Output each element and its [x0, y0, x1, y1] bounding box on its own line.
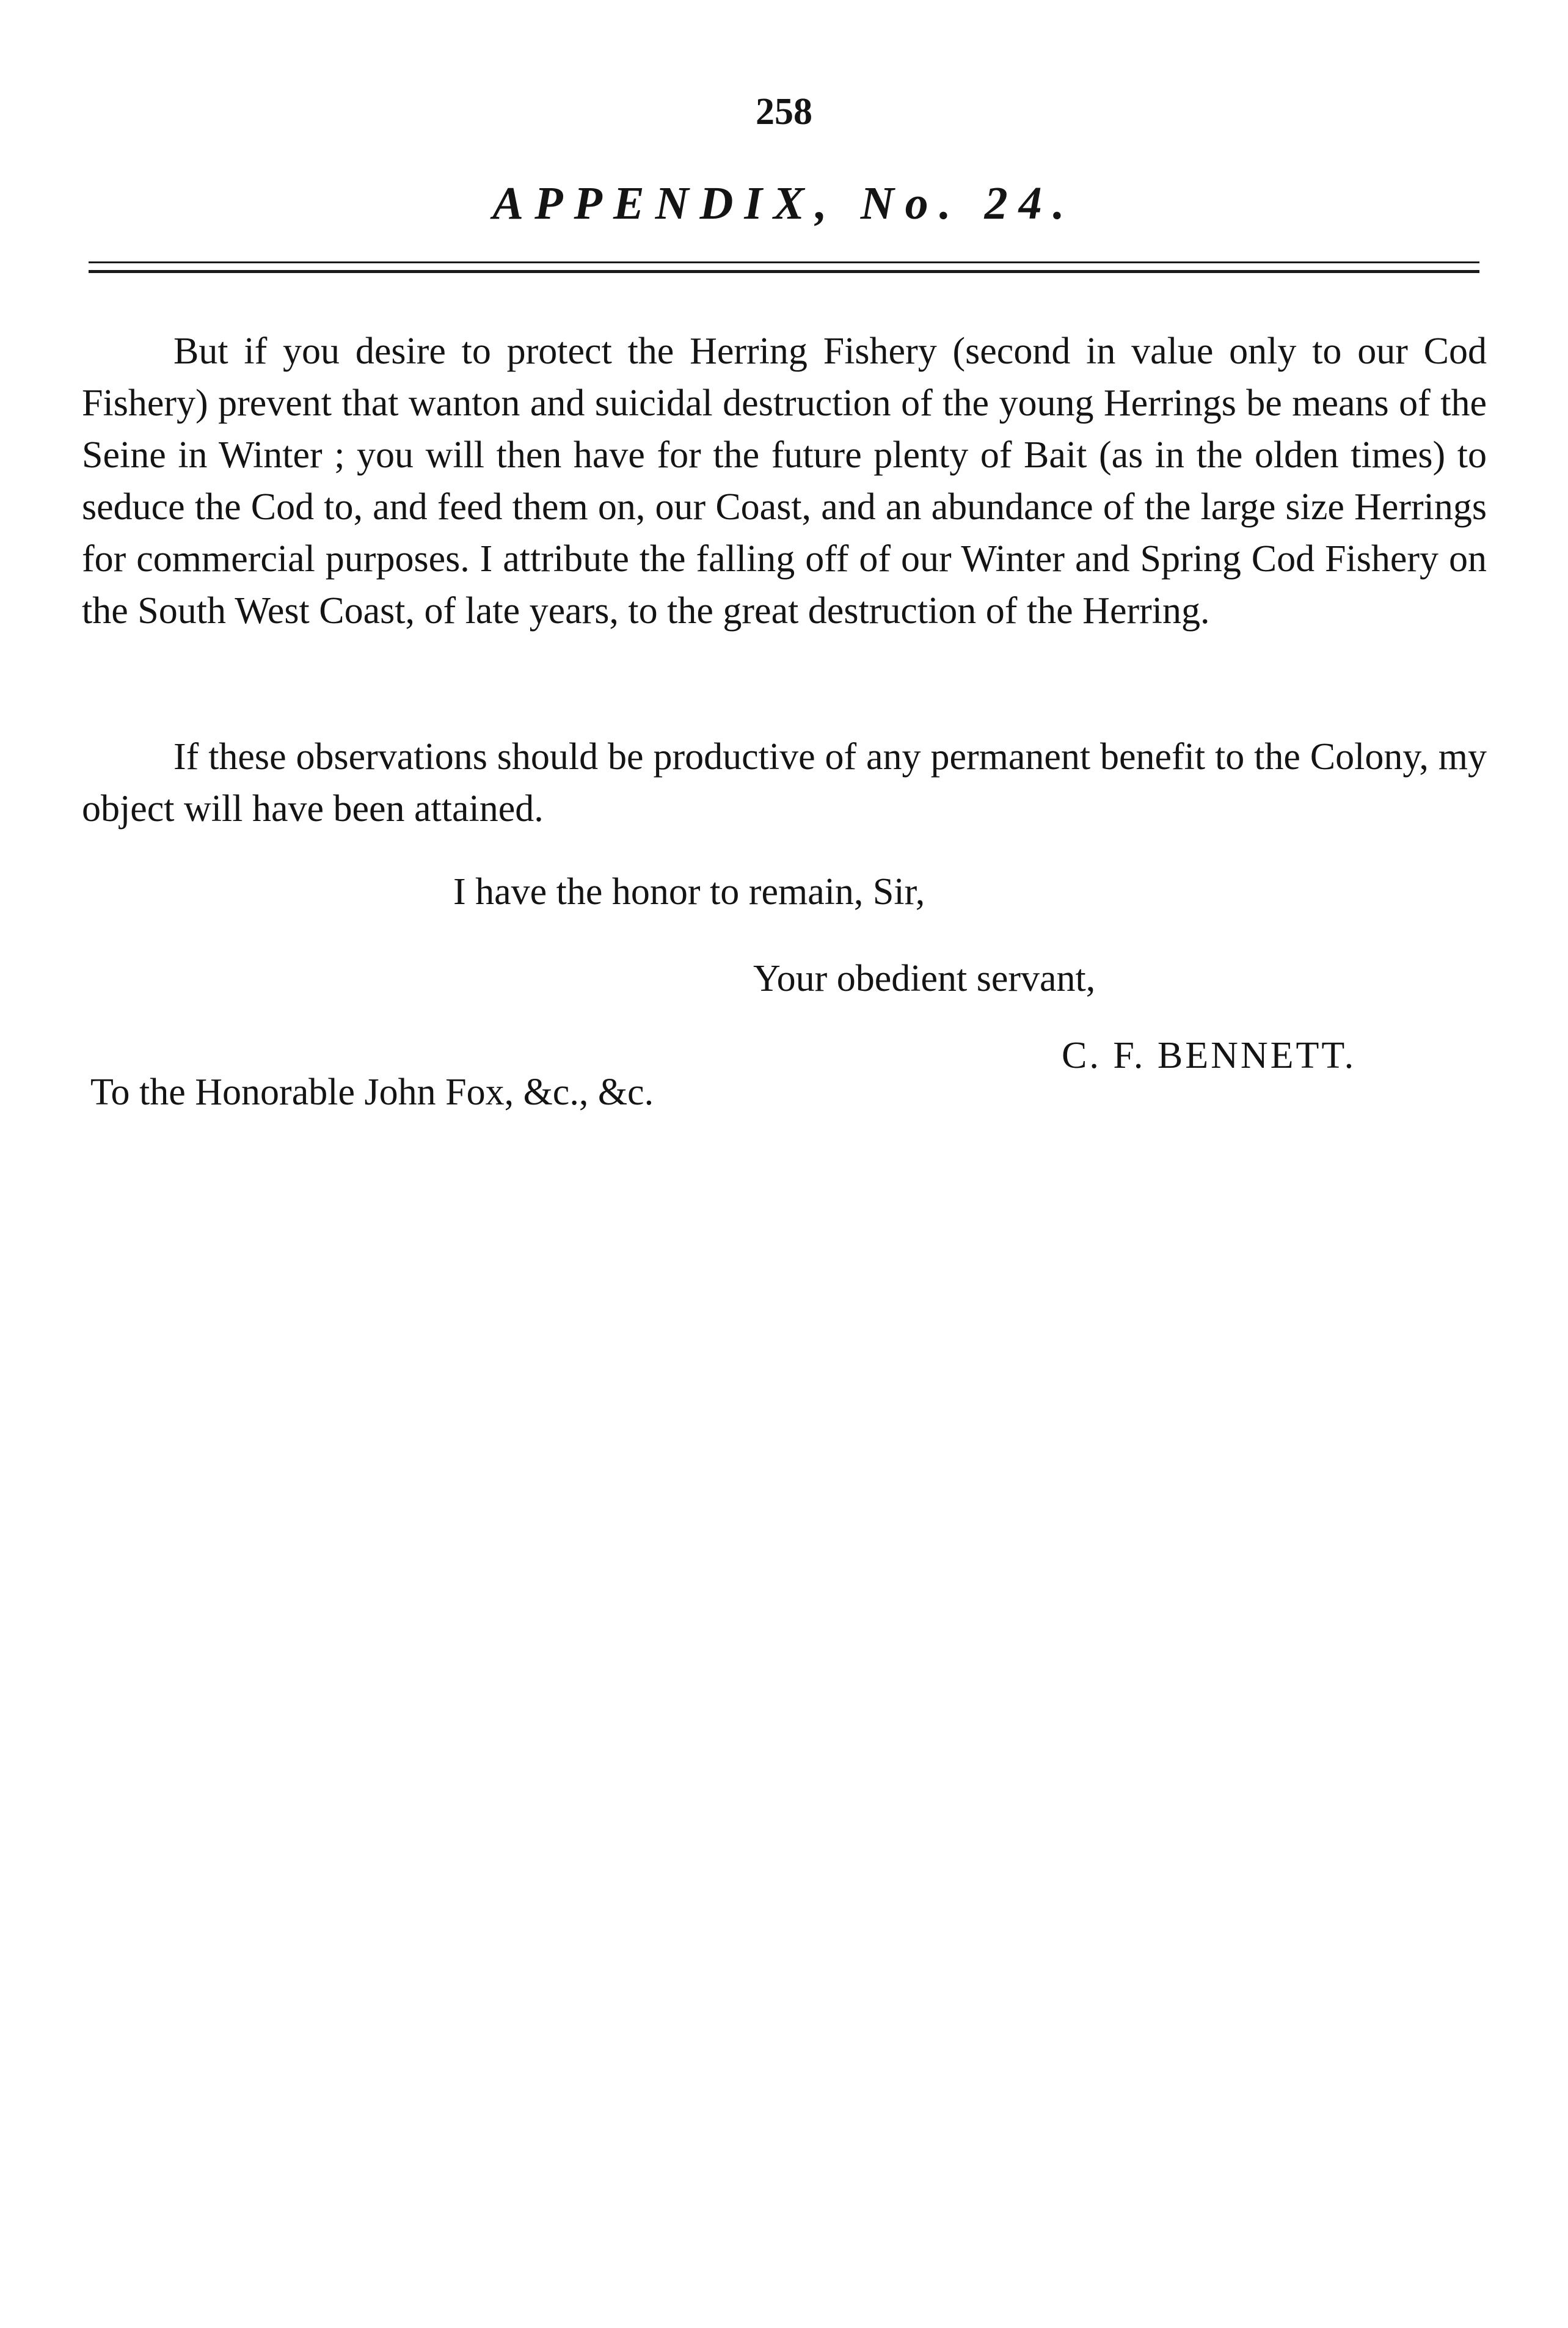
closing-line-servant: Your obedient servant, [753, 958, 1096, 999]
heading-rule-thick [89, 270, 1479, 273]
heading-rule-thin [89, 261, 1479, 263]
paragraph-herring-fishery: But if you desire to protect the Herring Fishery (second in value only to our Cod Fishery) prevent that wanton and suicidal destruction of the young Herrings be means of the Seine in Winter ; you will then have for the future plenty of Bait (as in the olden times) to seduce the Cod to, and feed them on, our Coast, and an abundance of the large size Herrings for commercial purposes. I attribute the falling off of our Winter and Spring Cod Fishery on the South West Coast, of late years, to the great destruction of the Herring. [82, 330, 1487, 632]
paragraph-observations: If these observations should be productive of any permanent benefit to the Colony, my object will have been attained. [82, 736, 1487, 830]
closing-line-honor: I have the honor to remain, Sir, [453, 871, 925, 913]
page-number: 258 [756, 91, 812, 133]
signature: C. F. BENNETT. [1062, 1035, 1357, 1076]
addressee: To the Honorable John Fox, &c., &c. [90, 1071, 654, 1113]
appendix-heading: APPENDIX, No. 24. [492, 178, 1076, 229]
